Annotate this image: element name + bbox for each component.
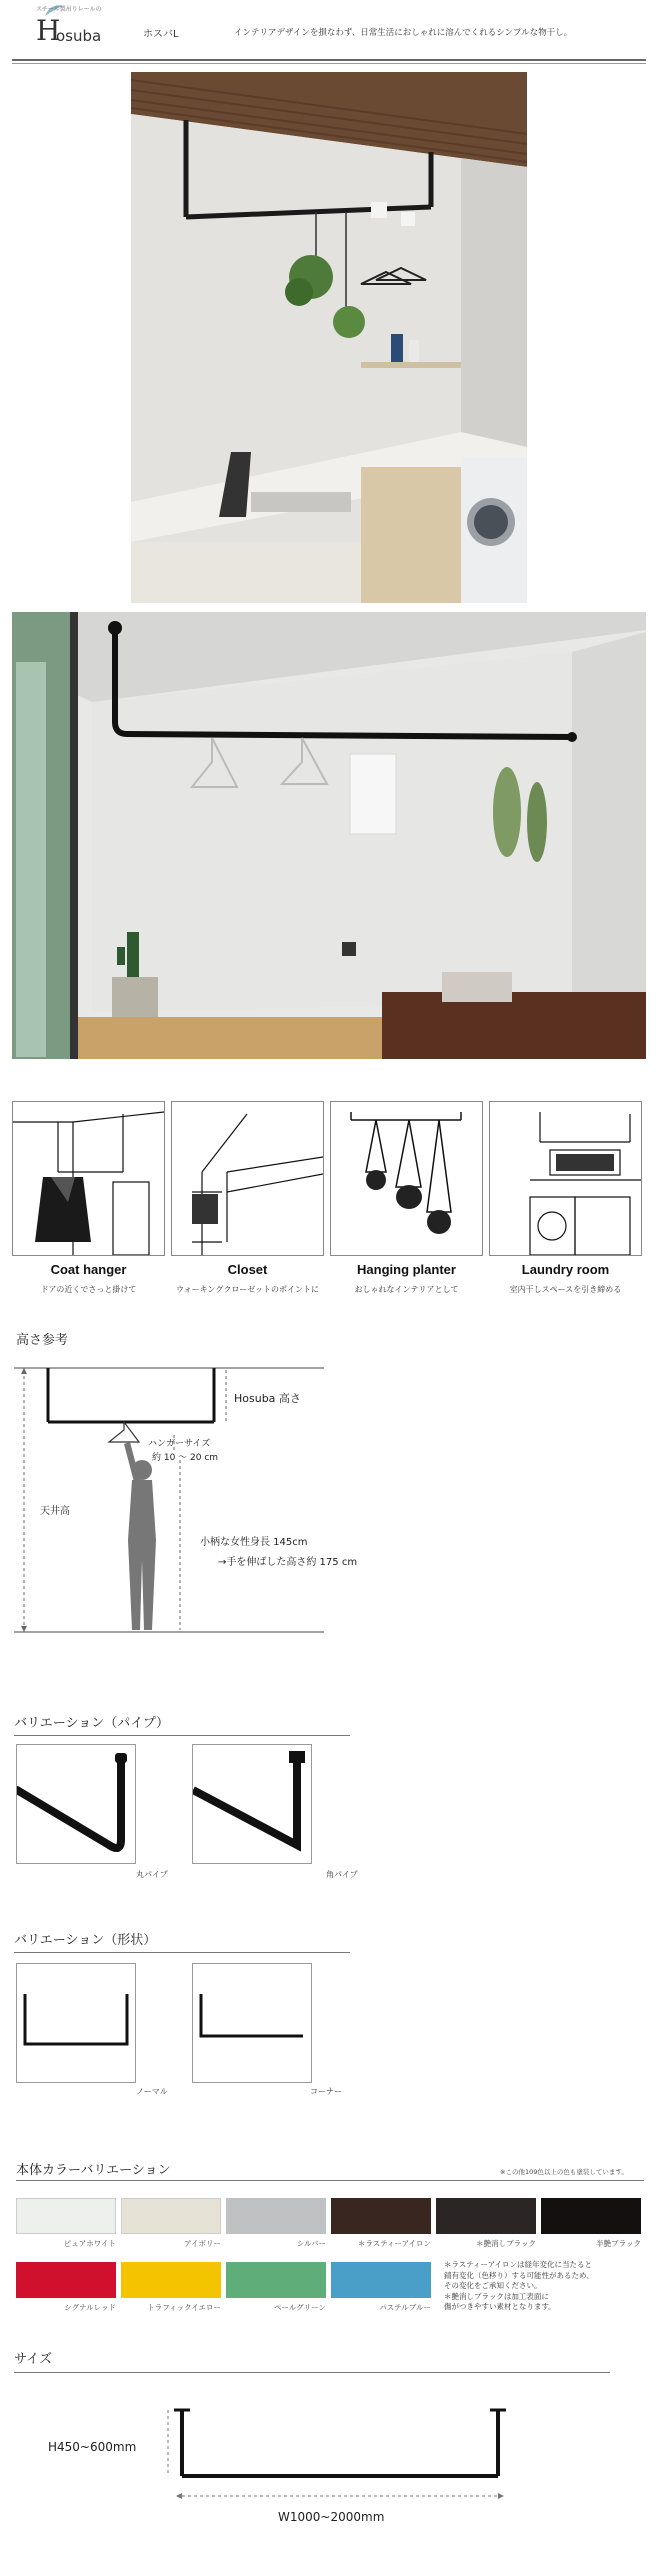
round-pipe-image [16,1744,136,1864]
color-swatch-label: トラフィックイエロー [147,2303,221,2312]
color-swatch-label: シルバー [296,2239,326,2248]
color-swatch-label: ペールグリーン [273,2303,326,2312]
woman-height-label: 小柄な女性身長 145cm [200,1537,308,1548]
usage-title-hanging-planter: Hanging planter [357,1262,456,1277]
color-swatch-label: ＊ラスティーアイロン [358,2239,431,2248]
color-swatch [121,2262,221,2298]
color-swatch [436,2198,536,2234]
color-swatch [226,2198,326,2234]
usage-card-laundry-room [489,1101,642,1256]
photo-laundry-room [131,72,527,603]
pipe-variation-title: バリエーション（パイプ） [14,1716,169,1731]
color-swatch-label: ＊艶消しブラック [476,2239,536,2248]
size-height-label: H450~600mm [48,2440,137,2454]
height-section-title: 高さ参考 [16,1333,69,1348]
usage-title-laundry-room: Laundry room [521,1262,610,1277]
usage-card-closet [171,1101,324,1256]
header-divider [12,59,646,61]
size-section-title: サイズ [14,2352,52,2367]
usage-card-hanging-planter [330,1101,483,1256]
color-swatch-label: ピュアホワイト [63,2239,116,2248]
color-remark: ＊ラスティーアイロンは経年変化に当たると [444,2260,592,2269]
header-divider-thin [12,63,646,64]
hanging-planter-illustration [331,1102,482,1255]
logo-tagline: スチール製吊りレールの [36,6,102,13]
color-swatch-label: 半艶ブラック [596,2239,641,2248]
color-remark: 錆有変化（色移り）する可能性があるため、 [444,2270,594,2280]
color-swatch [16,2262,116,2298]
color-swatch [541,2198,641,2234]
ceiling-height-label: 天井高 [40,1506,70,1517]
color-swatch [16,2198,116,2234]
closet-illustration [172,1102,323,1255]
hanger-size-label: ハンガーサイズ [148,1439,211,1449]
usage-subtitle-closet: ウォーキングクローゼットのポイントに [175,1285,320,1294]
color-remark: その変化をご承知ください。 [444,2281,542,2290]
color-swatch-label: パステルブルー [379,2303,431,2312]
normal-shape-label: ノーマル [136,2087,168,2096]
size-diagram [160,2398,510,2528]
color-remark: ＊艶消しブラックは加工表面に [444,2291,549,2301]
color-divider [16,2180,644,2181]
color-swatch-label: アイボリー [184,2239,221,2248]
normal-shape-image [16,1963,136,2083]
round-pipe-label: 丸パイプ [136,1870,168,1879]
color-section-title: 本体カラーバリエーション [16,2163,171,2178]
photo-living-room [12,612,646,1059]
usage-subtitle-laundry-room: 室内干しスペースを引き締める [509,1285,622,1294]
color-remark: 傷がつきやすい素材となります。 [444,2302,556,2311]
color-swatch [121,2198,221,2234]
shape-variation-divider [14,1952,350,1953]
usage-title-closet: Closet [227,1262,268,1277]
usage-title-coat-hanger: Coat hanger [50,1262,127,1277]
color-swatch-label: シグナルレッド [64,2303,116,2312]
logo-initial: H [36,14,61,47]
usage-subtitle-hanging-planter: おしゃれなインテリアとして [354,1285,459,1294]
pipe-variation-divider [14,1735,350,1736]
shape-variation-title: バリエーション（形状） [14,1933,157,1948]
color-swatch [226,2262,326,2298]
size-divider [14,2372,610,2373]
hosuba-height-label: Hosuba 高さ [234,1392,301,1405]
laundry-room-illustration [490,1102,641,1255]
product-name: ホスバL [143,29,179,40]
usage-subtitle-coat-hanger: ドアの近くでさっと掛けて [40,1285,137,1294]
corner-shape-image [192,1963,312,2083]
size-width-label: W1000~2000mm [278,2510,385,2524]
product-description: インテリアデザインを損なわず、日常生活におしゃれに溶んでくれるシンプルな物干し。 [234,28,573,38]
color-remarks [444,2260,644,2313]
square-pipe-image [192,1744,312,1864]
usage-card-coat-hanger [12,1101,165,1256]
reach-height-label: →手を伸ばした高さ約 175 cm [218,1557,358,1568]
corner-shape-label: コーナー [310,2087,342,2096]
color-swatch [331,2198,431,2234]
square-pipe-label: 角パイプ [326,1870,358,1879]
color-note: ※この他109色以上の色も塗装しています。 [500,2168,628,2176]
logo-text: osuba [56,27,102,45]
coat-hanger-illustration [13,1102,164,1255]
hanger-range-label: 約 10 ～ 20 cm [152,1453,219,1463]
color-swatch [331,2262,431,2298]
